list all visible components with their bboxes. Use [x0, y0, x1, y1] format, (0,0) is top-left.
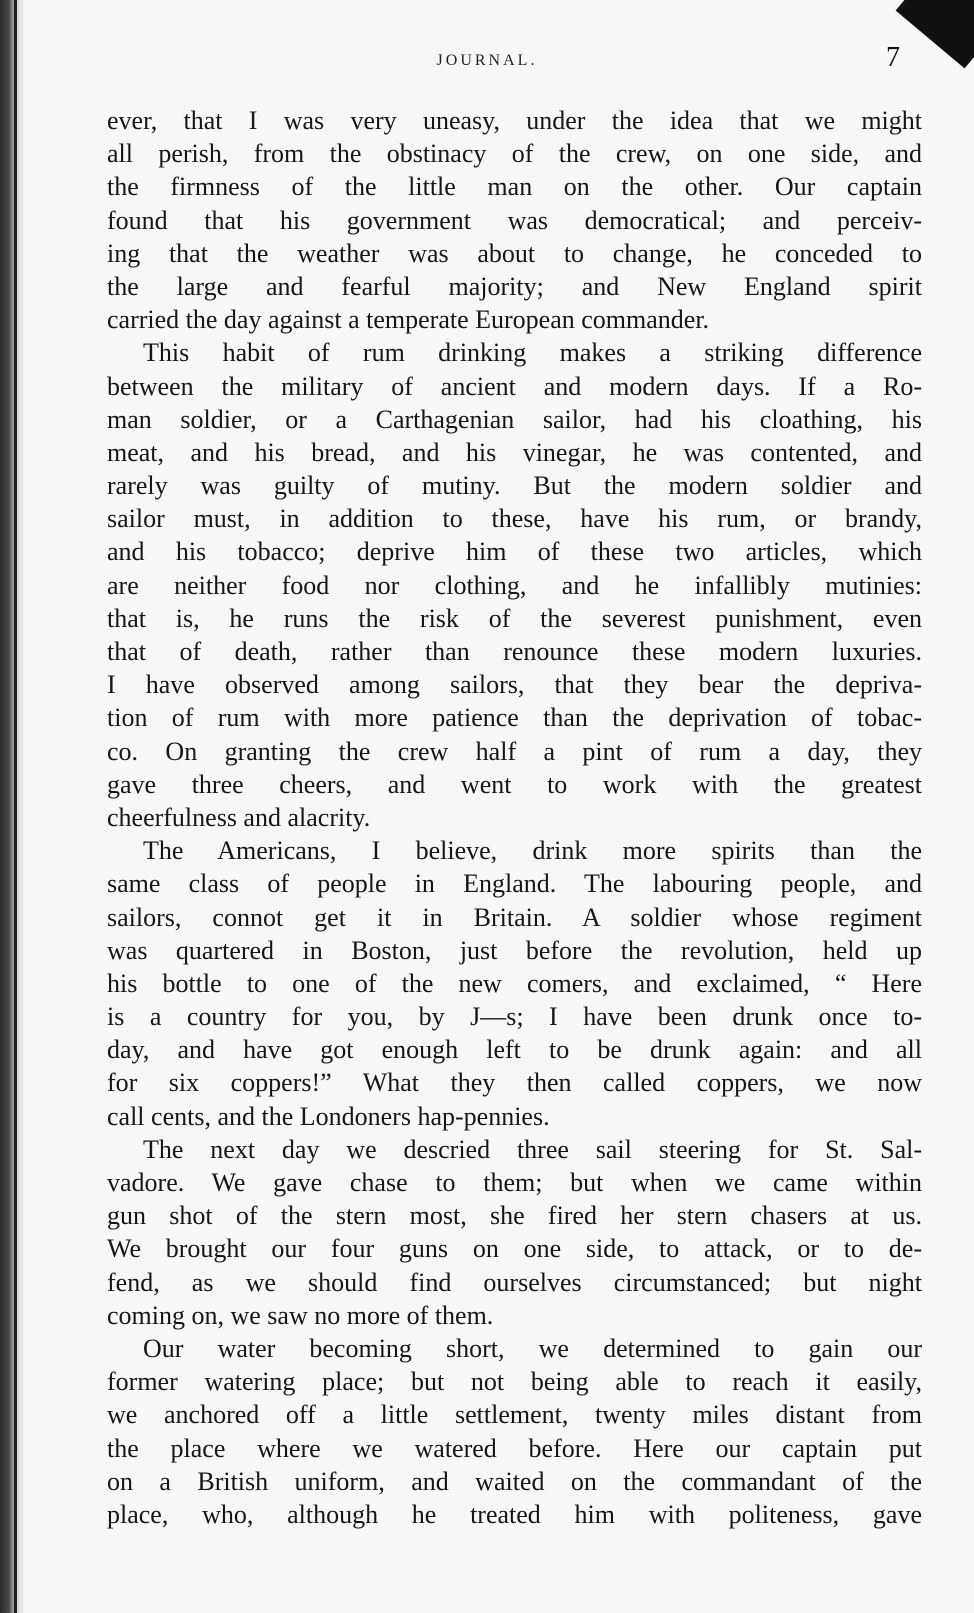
text-line: was quartered in Boston, just before the revolution, held up [107, 935, 922, 965]
text-line: meat, and his bread, and his vinegar, he was contented, and [107, 437, 922, 467]
text-line: between the military of ancient and modern days. If a Ro- [107, 371, 922, 401]
text-line: all perish, from the obstinacy of the crew, on one side, and [107, 139, 922, 169]
text-line: cheerfulness and alacrity. [107, 802, 371, 832]
text-line: rarely was guilty of mutiny. But the modern soldier and [107, 471, 922, 501]
text-line: coming on, we saw no more of them. [107, 1300, 494, 1330]
text-line: is a country for you, by J—s; I have been drunk once to- [107, 1002, 922, 1032]
text-line: that of death, rather than renounce these modern luxuries. [107, 637, 922, 666]
text-line: vadore. We gave chase to them; but when we came within [107, 1168, 922, 1197]
text-line: we anchored off a little settlement, twenty miles distant from [107, 1400, 922, 1430]
text-line: tion of rum with more patience than the deprivation of tobac- [107, 703, 922, 733]
page-number: 7 [886, 42, 900, 73]
paragraph-start: This habit of rum drinking makes a striking difference [143, 338, 922, 368]
text-line: ever, that I was very uneasy, under the idea that we might [107, 106, 922, 135]
text-line: gave three cheers, and went to work with the greatest [107, 769, 922, 799]
text-line: the firmness of the little man on the other. Our captain [107, 172, 922, 202]
journal-text [107, 104, 922, 1531]
text-line: found that his government was democratical; and perceiv- [107, 205, 922, 235]
text-line: for six coppers!” What they then called coppers, we now [107, 1068, 922, 1098]
binding-edge [14, 0, 17, 1613]
text-line: and his tobacco; deprive him of these two articles, which [107, 537, 922, 567]
text-line: ing that the weather was about to change, he conceded to [107, 238, 922, 268]
text-line: former watering place; but not being able to reach it easily, [107, 1367, 922, 1397]
text-line: are neither food nor clothing, and he infallibly mutinies: [107, 570, 922, 600]
text-line: his bottle to one of the new comers, and exclaimed, “ Here [107, 968, 922, 998]
text-line: the place where we watered before. Here our captain put [107, 1433, 922, 1463]
text-line: the large and fearful majority; and New England spirit [107, 271, 922, 301]
text-line: gun shot of the stern most, she fired her stern chasers at us. [107, 1201, 922, 1231]
text-line: day, and have got enough left to be drunk again: and all [107, 1035, 922, 1065]
text-line: on a British uniform, and waited on the commandant of the [107, 1466, 922, 1496]
text-line: fend, as we should find ourselves circumstanced; but night [107, 1267, 922, 1297]
text-line: We brought our four guns on one side, to attack, or to de- [107, 1234, 922, 1264]
text-line: sailor must, in addition to these, have his rum, or brandy, [107, 504, 922, 534]
text-line: man soldier, or a Carthagenian sailor, had his cloathing, his [107, 404, 922, 434]
text-line: call cents, and the Londoners hap-pennies. [107, 1101, 550, 1131]
paragraph-start: The Americans, I believe, drink more spirits than the [143, 836, 922, 866]
paragraph-start: The next day we descried three sail steering for St. Sal- [143, 1134, 922, 1164]
text-line: co. On granting the crew half a pint of rum a day, they [107, 736, 922, 766]
text-line: sailors, connot get it in Britain. A soldier whose regiment [107, 902, 922, 932]
text-line: carried the day against a temperate European commander. [107, 305, 710, 335]
paragraph-start: Our water becoming short, we determined to gain our [143, 1333, 922, 1363]
text-line: same class of people in England. The labouring people, and [107, 869, 922, 899]
book-spine-shadow [0, 0, 24, 1613]
text-line: place, who, although he treated him with politeness, gave [107, 1499, 922, 1529]
text-line: I have observed among sailors, that they bear the depriva- [107, 670, 922, 700]
text-line: that is, he runs the risk of the severest punishment, even [107, 603, 922, 633]
running-head: JOURNAL. [436, 52, 538, 69]
page-header [0, 42, 974, 74]
